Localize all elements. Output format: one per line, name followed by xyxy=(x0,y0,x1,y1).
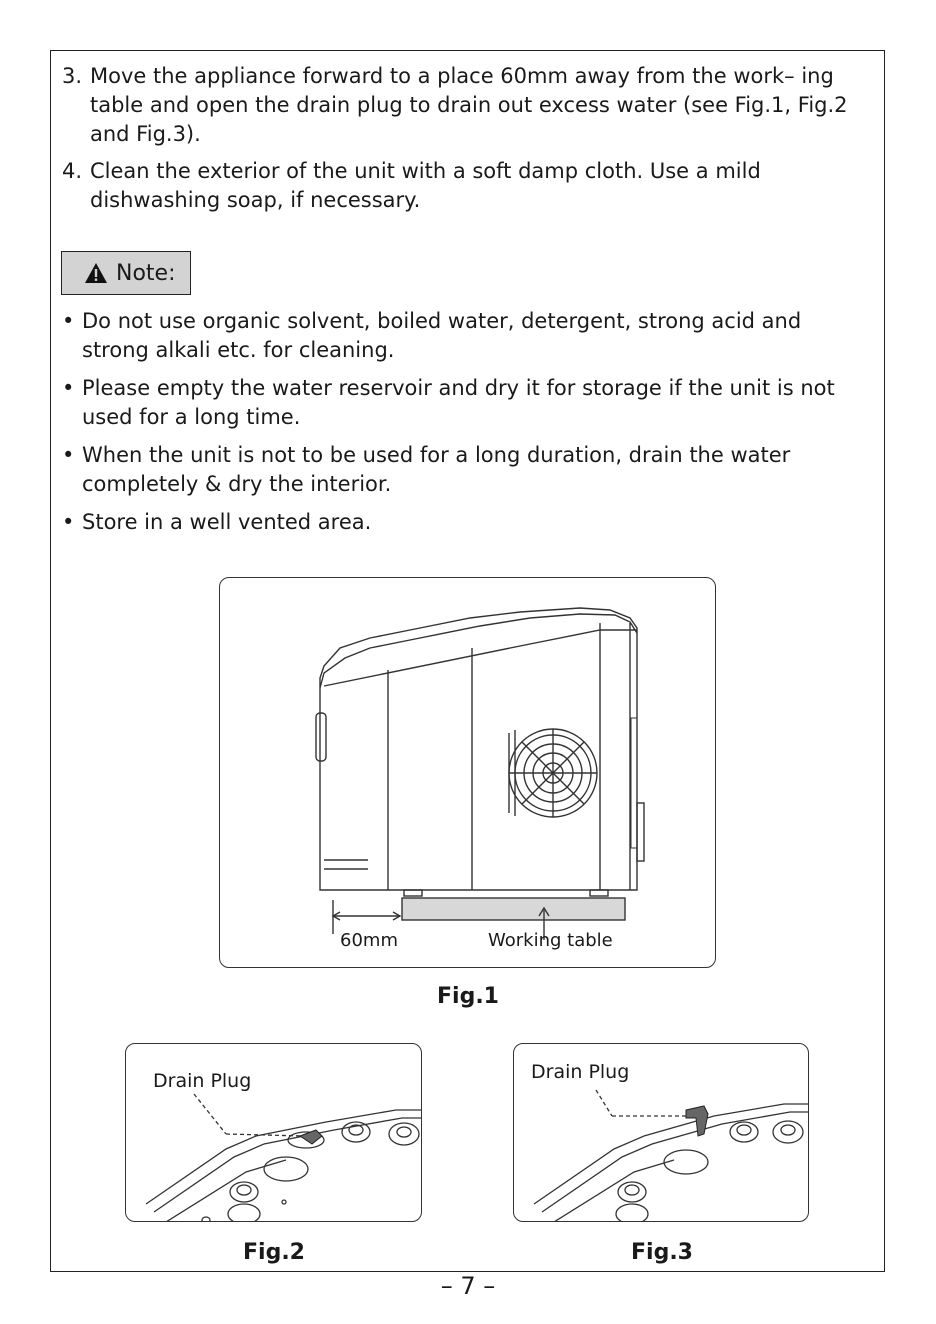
figure-3-caption: Fig.3 xyxy=(631,1240,693,1265)
steps-list xyxy=(62,62,862,223)
note-bullets xyxy=(62,307,872,546)
note-label: Note: xyxy=(116,260,176,286)
step-text: Move the appliance forward to a place 60mm away from the work– ing table and open the drain plug to drain out excess water (see Fig.1, Fig.2 and Fig.3). xyxy=(90,64,848,146)
drain-plug-label: Drain Plug xyxy=(153,1070,252,1092)
step-text: Clean the exterior of the unit with a soft damp cloth. Use a mild dishwashing soap, if necessary. xyxy=(90,159,761,212)
step-item xyxy=(62,62,862,149)
working-table-label: Working table xyxy=(488,930,613,951)
figure-1-panel xyxy=(219,577,716,968)
figure-1-caption: Fig.1 xyxy=(437,984,499,1009)
figure-3-panel xyxy=(513,1043,809,1222)
warning-icon xyxy=(84,262,108,284)
step-number: 4. xyxy=(62,159,83,183)
drain-plug-label: Drain Plug xyxy=(531,1061,630,1083)
bullet-item: • Please empty the water reservoir and dry it for storage if the unit is not used for a long time. xyxy=(62,374,872,432)
bullet-item: • Do not use organic solvent, boiled water, detergent, strong acid and strong alkali etc. for cleaning. xyxy=(62,307,872,365)
page-number: – 7 – xyxy=(440,1272,496,1300)
step-number: 3. xyxy=(62,64,83,88)
note-box xyxy=(61,251,191,295)
bullet-item: • Store in a well vented area. xyxy=(62,508,872,537)
ice-maker-side-illustration xyxy=(220,578,716,968)
step-item xyxy=(62,157,862,215)
distance-label: 60mm xyxy=(340,930,398,951)
figure-2-caption: Fig.2 xyxy=(243,1240,305,1265)
figure-2-panel xyxy=(125,1043,422,1222)
bullet-item: • When the unit is not to be used for a long duration, drain the water completely & dry the interior. xyxy=(62,441,872,499)
